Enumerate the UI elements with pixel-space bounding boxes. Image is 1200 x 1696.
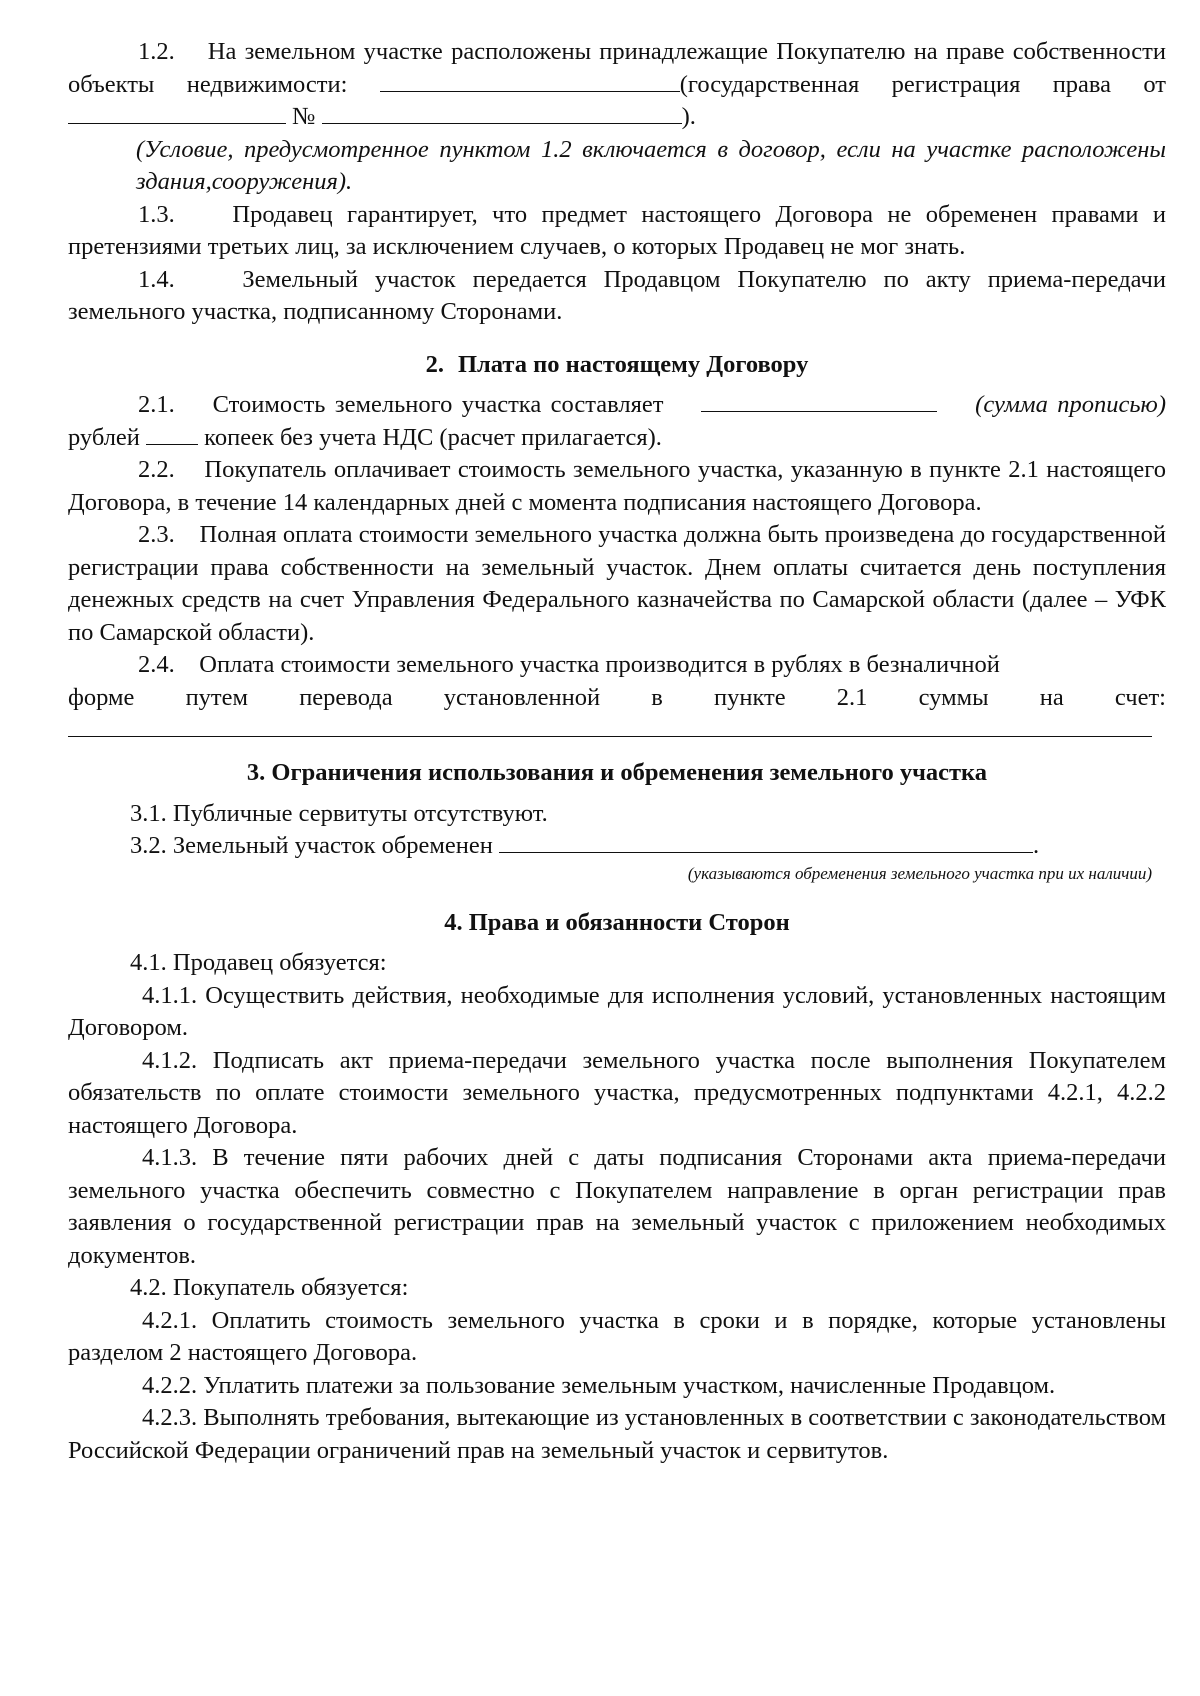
- section-3-heading: 3. Ограничения использования и обременения земельного участка: [246, 759, 988, 786]
- clause-text: (государственная регистрация права от: [679, 70, 1166, 98]
- note-clause-1-2: (Условие, предусмотренное пунктом 1.2 включается в договор, если на участке расположены здания,сооружения).: [136, 135, 1166, 195]
- clause-2-4-line-2: [68, 682, 1166, 715]
- section-title: Плата по настоящему Договору: [458, 350, 809, 378]
- section-4-heading: 4. Права и обязанности Сторон: [444, 908, 790, 936]
- clause-2-1: [68, 389, 1166, 454]
- word: счет:: [1114, 683, 1166, 711]
- clause-text: Стоимость земельного участка составляет: [212, 391, 664, 418]
- clause-text: Продавец гарантирует, что предмет настоящего Договора не обременен правами и претензиями третьих лиц, за исключением случаев, о которых Продавец не мог знать.: [68, 200, 1166, 260]
- clause-4-1-1: 4.1.1. Осуществить действия, необходимые для исполнения условий, установленных настоящим Договором.: [68, 981, 1166, 1041]
- clause-number: 2.1.: [138, 391, 175, 418]
- clause-4-1-3: 4.1.3. В течение пяти рабочих дней с даты подписания Сторонами акта приема-передачи земельного участка обеспечить совместно с Покупателем направление в орган регистрации прав заявления о государственной регистрации прав на земельный участок с приложением необходимых документов.: [68, 1144, 1166, 1269]
- clause-1-2: [68, 36, 1166, 134]
- clause-text: 3.2. Земельный участок обременен: [130, 832, 493, 859]
- clause-2-4: [68, 649, 1166, 682]
- word: суммы: [918, 683, 989, 711]
- fill-in-blank: [68, 101, 286, 124]
- clause-text: рублей: [68, 423, 140, 451]
- fill-in-blank: [322, 101, 682, 124]
- clause-text: Земельный участок передается Продавцом Покупателю по акту приема-передачи земельного участка, подписанному Сторонами.: [68, 265, 1166, 325]
- clause-text: копеек без учета НДС (расчет прилагается).: [204, 423, 662, 451]
- document-body: [68, 36, 1166, 1467]
- note-clause-3-2: (указываются обременения земельного участка при их наличии): [687, 863, 1152, 883]
- clause-4-2-2: 4.2.2. Уплатить платежи за пользование земельным участком, начисленные Продавцом.: [142, 1371, 1056, 1399]
- section-number: 2.: [425, 350, 444, 378]
- fill-in-blank: [701, 389, 937, 412]
- clause-number: 2.3.: [138, 521, 175, 548]
- word: 2.1: [836, 683, 868, 711]
- word: установленной: [443, 683, 601, 711]
- clause-2-2: [68, 454, 1166, 519]
- clause-3-1: 3.1. Публичные сервитуты отсутствуют.: [130, 799, 548, 827]
- clause-3-2: [68, 830, 1166, 863]
- account-fill-in-line: [68, 714, 1152, 737]
- clause-4-1: 4.1. Продавец обязуется:: [130, 949, 387, 976]
- clause-4-2-3: 4.2.3. Выполнять требования, вытекающие из установленных в соответствии с законодательством Российской Федерации ограничений прав на земельный участок и сервитутов.: [68, 1404, 1166, 1464]
- clause-text: Полная оплата стоимости земельного участка должна быть произведена до государственной регистрации права собственности на земельный участок. Днем оплаты считается день поступления денежных средств на счет Управления Федерального казначейства по Самарской области (далее – УФК по Самарской области).: [68, 521, 1166, 646]
- clause-text: На земельном участке расположены принадлежащие Покупателю на праве собственности объекты недвижимости:: [68, 38, 1166, 98]
- clause-2-3: [68, 519, 1166, 649]
- fill-in-blank: [499, 830, 1033, 853]
- clause-text: Покупатель оплачивает стоимость земельного участка, указанную в пункте 2.1 настоящего Договора, в течение 14 календарных дней с момента подписания настоящего Договора.: [68, 456, 1166, 516]
- fill-in-blank: [146, 422, 198, 445]
- clause-text: ).: [681, 103, 696, 130]
- word: путем: [185, 683, 249, 711]
- clause-text: .: [1033, 832, 1040, 859]
- clause-number: 2.2.: [138, 456, 175, 483]
- clause-4-2: 4.2. Покупатель обязуется:: [130, 1274, 409, 1301]
- word: в: [651, 683, 663, 711]
- clause-4-2-1: 4.2.1. Оплатить стоимость земельного участка в сроки и в порядке, которые установлены разделом 2 настоящего Договора.: [68, 1306, 1166, 1366]
- section-2-heading: [68, 349, 1166, 382]
- clause-1-3: [68, 199, 1166, 264]
- word: на: [1039, 683, 1064, 711]
- fill-in-blank: [380, 69, 680, 92]
- clause-1-4: [68, 264, 1166, 329]
- word: форме: [68, 683, 135, 711]
- italic-note: (сумма прописью): [975, 391, 1166, 418]
- clause-number: 1.3.: [138, 200, 175, 228]
- number-sign: №: [292, 103, 316, 130]
- clause-number: 2.4.: [138, 651, 175, 678]
- word: перевода: [299, 683, 393, 711]
- clause-text: Оплата стоимости земельного участка производится в рублях в безналичной: [199, 651, 1000, 678]
- word: пункте: [713, 683, 786, 711]
- clause-number: 1.2.: [138, 38, 175, 65]
- clause-number: 1.4.: [138, 265, 175, 293]
- clause-4-1-2: 4.1.2. Подписать акт приема-передачи земельного участка после выполнения Покупателем обязательств по оплате стоимости земельного участка, предусмотренных подпунктами 4.2.1, 4.2.2 настоящего Договора.: [68, 1046, 1166, 1139]
